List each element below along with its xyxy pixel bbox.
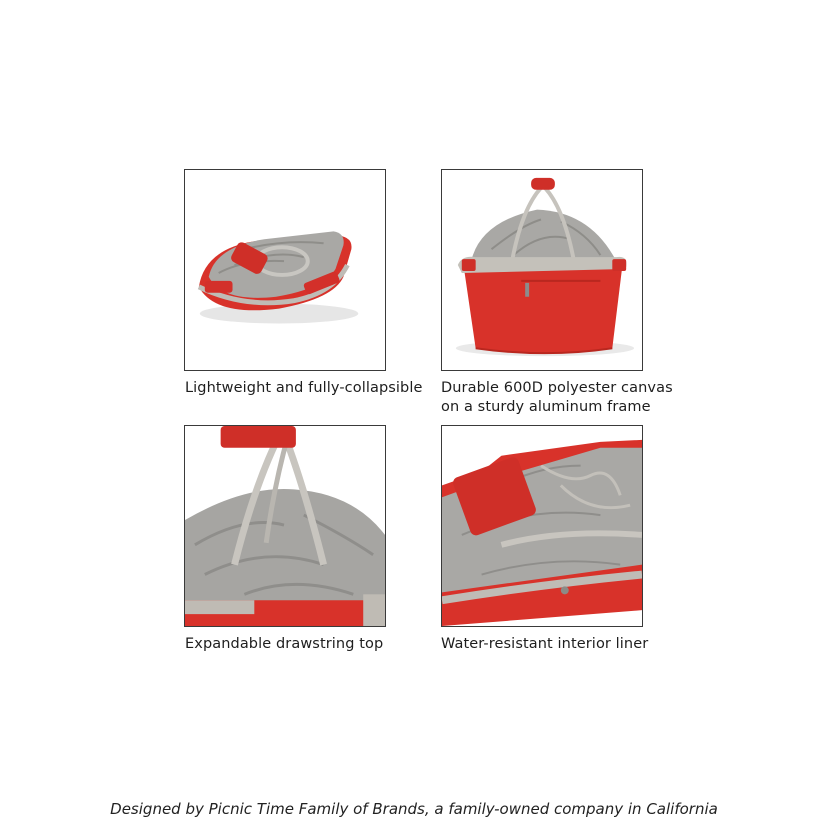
feature-caption: Expandable drawstring top [185,636,384,652]
collapsed-basket-icon [185,170,385,370]
product-image-collapsed [184,169,386,371]
product-image-drawstring [184,425,386,627]
product-image-open [441,169,643,371]
drawstring-closeup-icon [185,426,385,626]
footer-tagline: Designed by Picnic Time Family of Brands, a family-owned company in California [110,800,718,818]
open-basket-icon [442,170,642,370]
product-image-liner [441,425,643,627]
feature-caption: Lightweight and fully-collapsible [185,380,423,396]
feature-caption: Water-resistant interior liner [441,636,649,652]
liner-closeup-icon [442,426,642,626]
feature-caption: Durable 600D polyester canvas on a sturdy aluminum frame [441,380,673,415]
